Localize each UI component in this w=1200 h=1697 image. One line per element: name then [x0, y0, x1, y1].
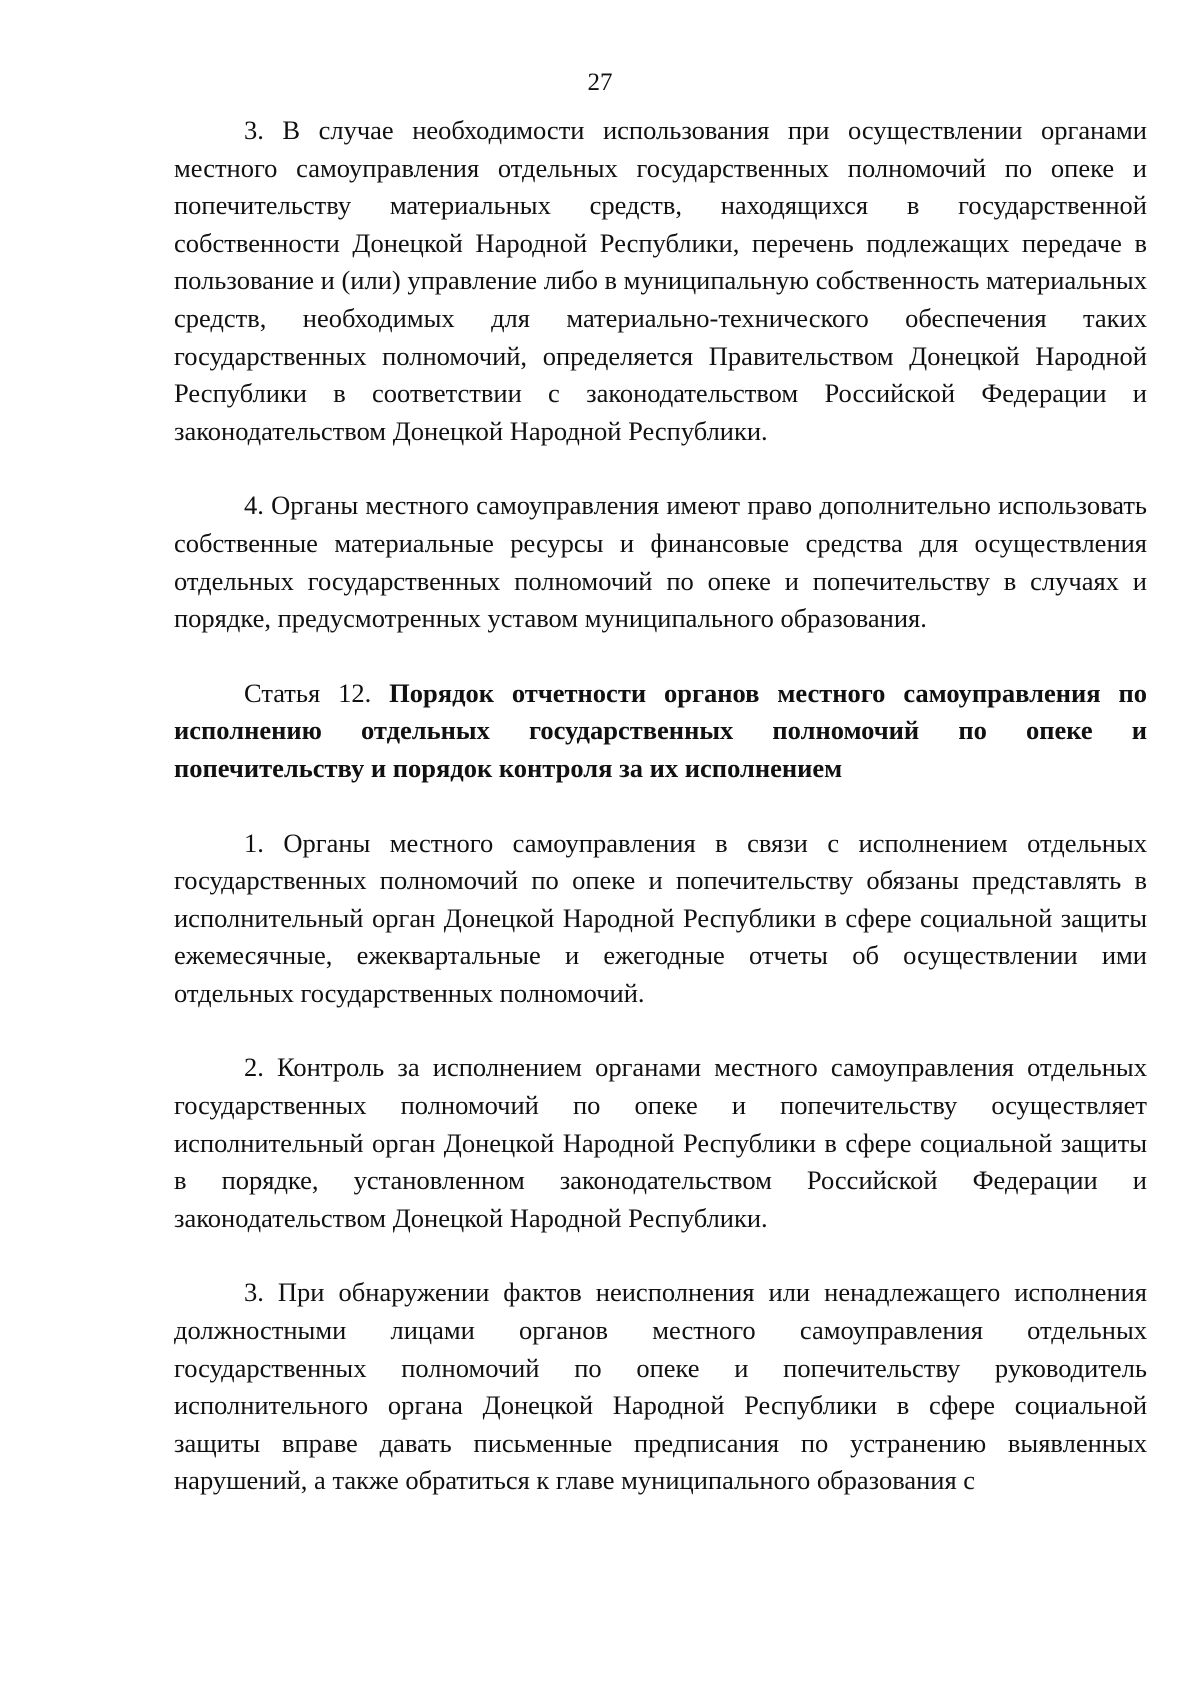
paragraph-3-material-means: 3. В случае необходимости использования при осуществлении органами местного самоуправления отдельных государственных полномочий по опеке и попечительству материальных средств, находящихся в государственной собственности Донецкой Народной Республики, перечень подлежащих передаче в пользование и (или) управление либо в муниципальную собственность материальных средств, необходимых для материально-технического обеспечения таких государственных полномочий, определяется Правительством Донецкой Народной Республики в соответствии с законодательством Российской Федерации и законодательством Донецкой Народной Республики. — [174, 115, 1147, 446]
page-number: 27 — [587, 69, 613, 96]
article-12-heading — [174, 675, 1147, 788]
article-12-title: Порядок отчетности органов местного самоуправления по исполнению отдельных государственных полномочий по опеке и попечительству и порядок контроля за их исполнением — [174, 677, 1148, 783]
document-body — [174, 112, 1147, 1500]
article-12-paragraph-2: 2. Контроль за исполнением органами местного самоуправления отдельных государственных полномочий по опеке и попечительству осуществляет исполнительный орган Донецкой Народной Республики в сфере социальной защиты в порядке, установленном законодательством Российской Федерации и законодательством Донецкой Народной Республики. — [174, 1052, 1147, 1233]
article-12-paragraph-3: 3. При обнаружении фактов неисполнения или ненадлежащего исполнения должностными лицами органов местного самоуправления отдельных государственных полномочий по опеке и попечительству руководитель исполнительного органа Донецкой Народной Республики в сфере социальной защиты вправе давать письменные предписания по устранению выявленных нарушений, а также обратиться к главе муниципального образования с — [174, 1277, 1147, 1496]
article-12-paragraph-1: 1. Органы местного самоуправления в связи с исполнением отдельных государственных полномочий по опеке и попечительству обязаны представлять в исполнительный орган Донецкой Народной Республики в сфере социальной защиты ежемесячные, ежеквартальные и ежегодные отчеты об осуществлении ими отдельных государственных полномочий. — [174, 827, 1147, 1008]
article-12-label: Статья 12. — [244, 677, 372, 708]
paragraph-4-own-resources: 4. Органы местного самоуправления имеют право дополнительно использовать собственные материальные ресурсы и финансовые средства для осуществления отдельных государственных полномочий по опеке и попечительству в случаях и порядке, предусмотренных уставом муниципального образования. — [174, 490, 1147, 634]
